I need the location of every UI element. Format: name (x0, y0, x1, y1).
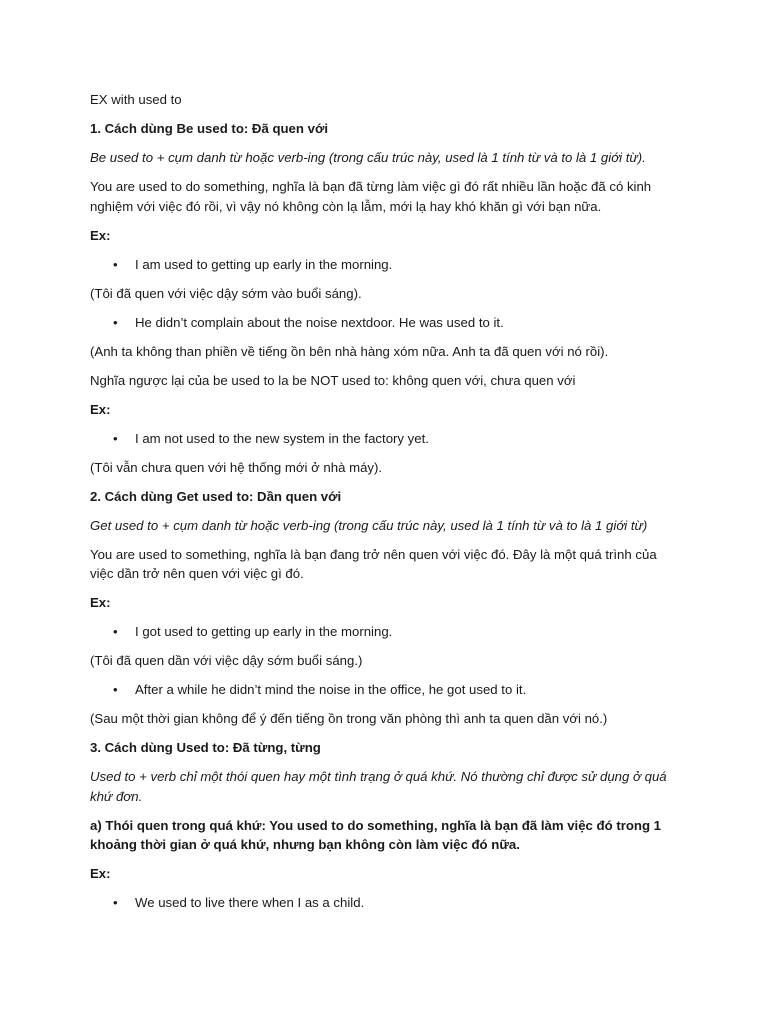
document-page (90, 90, 670, 922)
example-translation: (Anh ta không than phiền về tiếng ồn bên nhà hàng xóm nữa. Anh ta đã quen với nó rồi). (90, 343, 609, 359)
section-3-heading: 3. Cách dùng Used to: Đã từng, từng (90, 740, 321, 755)
bullet-icon: • (113, 256, 118, 272)
list-item (90, 622, 670, 642)
section-3a-heading: a) Thói quen trong quá khứ: You used to do something, nghĩa là bạn đã làm việc đó trong 1 khoảng thời gian ở quá khứ, nhưng bạn không còn làm việc đó nữa. (90, 817, 662, 852)
list-item (90, 429, 670, 449)
section-3-formula: Used to + verb chỉ một thói quen hay một tình trạng ở quá khứ. Nó thường chỉ được sử dụng ở quá khứ đơn. (90, 769, 667, 804)
example-translation: (Sau một thời gian không để ý đến tiếng ồn trong văn phòng thì anh ta quen dần với nó.) (90, 711, 608, 726)
example-sentence: I am used to getting up early in the morning. (135, 256, 393, 272)
document-title: EX with used to (90, 92, 182, 107)
example-sentence: After a while he didn’t mind the noise in the office, he got used to it. (135, 682, 527, 697)
section-2-formula: Get used to + cụm danh từ hoặc verb-ing (trong cấu trúc này, used là 1 tính từ và to là 1 giới từ) (90, 517, 648, 533)
section-1-negative-note: Nghĩa ngược lại của be used to la be NOT used to: không quen với, chưa quen với (90, 372, 576, 388)
list-item (90, 680, 670, 700)
bullet-icon: • (113, 895, 118, 910)
example-translation: (Tôi đã quen dần với việc dậy sớm buổi sáng.) (90, 653, 363, 668)
section-1-explanation: You are used to do something, nghĩa là bạn đã từng làm việc gì đó rất nhiều lần hoặc đã có kinh nghiệm với việc đó rồi, vì vậy nó không còn lạ lẫm, mới lạ hay khó khăn gì với bạn nữa. (90, 179, 652, 214)
list-item (90, 893, 670, 913)
example-sentence: We used to live there when I as a child. (135, 895, 365, 910)
section-2-heading: 2. Cách dùng Get used to: Dần quen với (90, 488, 342, 504)
list-item (90, 313, 670, 333)
bullet-icon: • (113, 314, 118, 330)
bullet-icon: • (113, 682, 118, 697)
bullet-icon: • (113, 430, 118, 446)
example-translation: (Tôi đã quen với việc dậy sớm vào buổi sáng). (90, 285, 362, 301)
list-item (90, 255, 670, 275)
example-sentence: He didn’t complain about the noise nextdoor. He was used to it. (135, 314, 504, 330)
section-1-heading: 1. Cách dùng Be used to: Đã quen với (90, 121, 328, 136)
section-3-example-label: Ex: (90, 866, 111, 881)
bullet-icon: • (113, 624, 118, 639)
example-sentence: I am not used to the new system in the factory yet. (135, 430, 429, 446)
section-1-example-label-2: Ex: (90, 401, 111, 417)
section-1-formula: Be used to + cụm danh từ hoặc verb-ing (trong cấu trúc này, used là 1 tính từ và to là 1 giới từ). (90, 150, 646, 165)
example-translation: (Tôi vẫn chưa quen với hệ thống mới ở nhà máy). (90, 459, 383, 475)
section-2-explanation: You are used to something, nghĩa là bạn đang trở nên quen với việc đó. Đây là một quá trình của việc dần trở nên quen với việc gì đó. (90, 546, 657, 581)
section-1-example-label: Ex: (90, 227, 111, 243)
section-2-example-label: Ex: (90, 595, 111, 610)
example-sentence: I got used to getting up early in the morning. (135, 624, 393, 639)
